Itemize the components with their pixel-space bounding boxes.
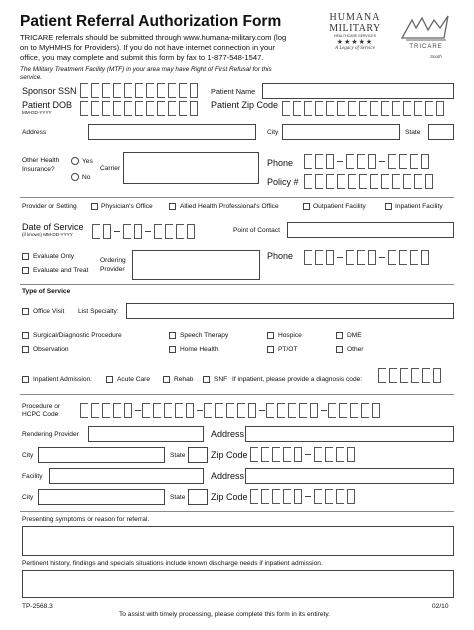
facility-address-label: Address — [211, 471, 245, 481]
provider-setting-label: Provider or Setting — [22, 203, 77, 210]
evaluate-treat-label: Evaluate and Treat — [33, 267, 89, 274]
hospice-checkbox[interactable] — [267, 332, 274, 339]
state-label: State — [405, 129, 421, 136]
patient-zip-label: Patient Zip Code — [211, 100, 279, 110]
divider — [20, 394, 454, 395]
page-title: Patient Referral Authorization Form — [20, 13, 282, 30]
point-of-contact-label: Point of Contact — [233, 227, 280, 234]
snf-label: SNF — [214, 376, 228, 383]
facility-label: Facility — [22, 473, 43, 480]
stars-icon: ★★★★★ — [336, 38, 374, 46]
facility-city-field[interactable] — [38, 489, 165, 505]
allied-health-label: Allied Health Professional's Office — [180, 203, 279, 210]
divider — [20, 197, 454, 198]
outpatient-facility-checkbox[interactable] — [303, 203, 310, 210]
carrier-field[interactable] — [123, 152, 259, 184]
acute-care-label: Acute Care — [117, 376, 150, 383]
surgical-checkbox[interactable] — [22, 332, 29, 339]
specialty-field[interactable] — [126, 303, 454, 319]
rendering-provider-label: Rendering Provider — [22, 431, 79, 438]
insurance-no-label: No — [82, 174, 91, 181]
rehab-label: Rehab — [174, 376, 194, 383]
date-of-service-label: Date of Service — [22, 222, 84, 232]
rendering-city-field[interactable] — [38, 447, 165, 463]
history-label: Pertinent history, findings and specials situations include known discharge needs if inpatient admission. — [22, 560, 323, 567]
tricare-logo — [398, 14, 454, 62]
facility-state-label: State — [170, 494, 186, 501]
hospice-label: Hospice — [278, 332, 302, 339]
type-of-service-heading: Type of Service — [22, 288, 71, 295]
pt-ot-checkbox[interactable] — [267, 346, 274, 353]
dme-checkbox[interactable] — [336, 332, 343, 339]
carrier-label: Carrier — [100, 165, 121, 172]
address-field[interactable] — [88, 124, 256, 140]
form-id: TP-2568.3 — [22, 603, 53, 610]
allied-health-checkbox[interactable] — [169, 203, 176, 210]
procedure-code-label-1: Procedure or — [22, 403, 61, 410]
inpatient-facility-label: Inpatient Facility — [395, 203, 443, 210]
state-field[interactable] — [428, 124, 454, 140]
diagnosis-note: If inpatient, please provide a diagnosis code: — [232, 376, 363, 383]
provider-phone-field[interactable] — [304, 250, 429, 265]
patient-name-field[interactable] — [262, 83, 454, 99]
address-label: Address — [22, 129, 47, 136]
other-checkbox[interactable] — [336, 346, 343, 353]
speech-therapy-checkbox[interactable] — [169, 332, 176, 339]
speech-therapy-label: Speech Therapy — [180, 332, 229, 339]
facility-zip-label: Zip Code — [211, 492, 248, 502]
diagnosis-code-field[interactable] — [378, 368, 441, 383]
facility-city-label: City — [22, 494, 34, 501]
inpatient-admission-label: Inpatient Admission: — [33, 376, 93, 383]
symptoms-label: Presenting symptoms or reason for referral. — [22, 516, 150, 523]
intro-text-line-3: office, you may complete and submit this form by fax to 1-877-548-1547. — [20, 53, 264, 62]
procedure-code-label-2: HCPC Code — [22, 411, 59, 418]
ordering-provider-label-2: Provider — [100, 266, 125, 273]
phone-label: Phone — [267, 158, 294, 168]
insurance-yes-label: Yes — [82, 158, 93, 165]
symptoms-field[interactable] — [22, 526, 454, 556]
intro-text-line-2: on to MyHMHS for Providers). If you do not have internet connection in your — [20, 43, 275, 52]
rendering-state-field[interactable] — [188, 447, 208, 463]
other-health-label-1: Other Health — [22, 157, 60, 164]
list-specialty-label: List Specialty: — [78, 308, 119, 315]
evaluate-treat-checkbox[interactable] — [22, 267, 29, 274]
mtf-note-line-2: service. — [20, 74, 43, 81]
rendering-zip-field[interactable] — [250, 447, 355, 462]
facility-state-field[interactable] — [188, 489, 208, 505]
humana-logo-line-2: MILITARY — [329, 23, 381, 34]
observation-label: Observation — [33, 346, 69, 353]
observation-checkbox[interactable] — [22, 346, 29, 353]
rehab-checkbox[interactable] — [163, 376, 170, 383]
history-field[interactable] — [22, 570, 454, 598]
office-visit-label: Office Visit — [33, 308, 65, 315]
intro-text-line-1: TRICARE referrals should be submitted through www.humana-military.com (log — [20, 33, 287, 42]
patient-name-label: Patient Name — [211, 87, 256, 96]
snf-checkbox[interactable] — [203, 376, 210, 383]
ordering-provider-label-1: Ordering — [100, 257, 126, 264]
tricare-logo-sub: South — [430, 54, 442, 59]
other-label: Other — [347, 346, 364, 353]
date-of-service-field[interactable] — [92, 224, 195, 239]
ordering-provider-field[interactable] — [132, 250, 260, 280]
outpatient-facility-label: Outpatient Facility — [313, 203, 366, 210]
rendering-address-field[interactable] — [245, 426, 454, 442]
patient-dob-label: Patient DOB — [22, 100, 73, 110]
tricare-logo-text: TRICARE — [409, 44, 443, 50]
dob-format-hint: MM-DD-YYYY — [22, 110, 52, 115]
surgical-label: Surgical/Diagnostic Procedure — [33, 332, 122, 339]
footer-note: To assist with timely processing, please complete this form in its entirety. — [119, 611, 330, 618]
evaluate-only-label: Evaluate Only — [33, 253, 75, 260]
divider — [20, 284, 454, 285]
sponsor-ssn-label: Sponsor SSN — [22, 86, 77, 96]
facility-zip-field[interactable] — [250, 489, 355, 504]
patient-zip-field[interactable] — [282, 101, 444, 116]
city-label: City — [267, 129, 279, 136]
insurance-no-radio[interactable] — [71, 173, 79, 181]
policy-field[interactable] — [304, 174, 433, 189]
phone-field[interactable] — [304, 154, 429, 169]
home-health-checkbox[interactable] — [169, 346, 176, 353]
facility-field[interactable] — [49, 468, 204, 484]
mtf-note-line-1: The Military Treatment Facility (MTF) in your area may have Right of First Refusal for this — [20, 66, 272, 73]
rendering-zip-label: Zip Code — [211, 450, 248, 460]
procedure-code-field[interactable] — [80, 403, 380, 418]
humana-logo-tagline: A Legacy of Service — [335, 46, 375, 51]
rendering-city-label: City — [22, 452, 34, 459]
rendering-state-label: State — [170, 452, 186, 459]
provider-phone-label: Phone — [267, 251, 294, 261]
facility-address-field[interactable] — [245, 468, 454, 484]
humana-logo-line-1: HUMANA — [329, 12, 381, 23]
divider — [20, 511, 454, 512]
dme-label: DME — [347, 332, 362, 339]
physicians-office-checkbox[interactable] — [91, 203, 98, 210]
office-visit-checkbox[interactable] — [22, 308, 29, 315]
form-date: 02/10 — [432, 603, 449, 610]
city-field[interactable] — [282, 124, 400, 140]
acute-care-checkbox[interactable] — [106, 376, 113, 383]
patient-dob-field[interactable] — [80, 101, 198, 116]
inpatient-facility-checkbox[interactable] — [385, 203, 392, 210]
rendering-provider-field[interactable] — [88, 426, 204, 442]
humana-logo-sub: HEALTHCARE SERVICES — [334, 34, 376, 38]
other-health-label-2: Insurance? — [22, 166, 55, 173]
sponsor-ssn-field[interactable] — [80, 83, 198, 98]
humana-military-logo — [322, 12, 388, 64]
inpatient-admission-checkbox[interactable] — [22, 376, 29, 383]
insurance-yes-radio[interactable] — [71, 157, 79, 165]
policy-label: Policy # — [267, 177, 299, 187]
pt-ot-label: PT/OT — [278, 346, 298, 353]
physicians-office-label: Physician's Office — [101, 203, 153, 210]
rendering-address-label: Address — [211, 429, 245, 439]
date-of-service-hint: (if known) MM-DD-YYYY — [22, 232, 73, 237]
tricare-eagle-icon — [398, 14, 454, 44]
point-of-contact-field[interactable] — [287, 222, 454, 238]
evaluate-only-checkbox[interactable] — [22, 253, 29, 260]
home-health-label: Home Health — [180, 346, 219, 353]
